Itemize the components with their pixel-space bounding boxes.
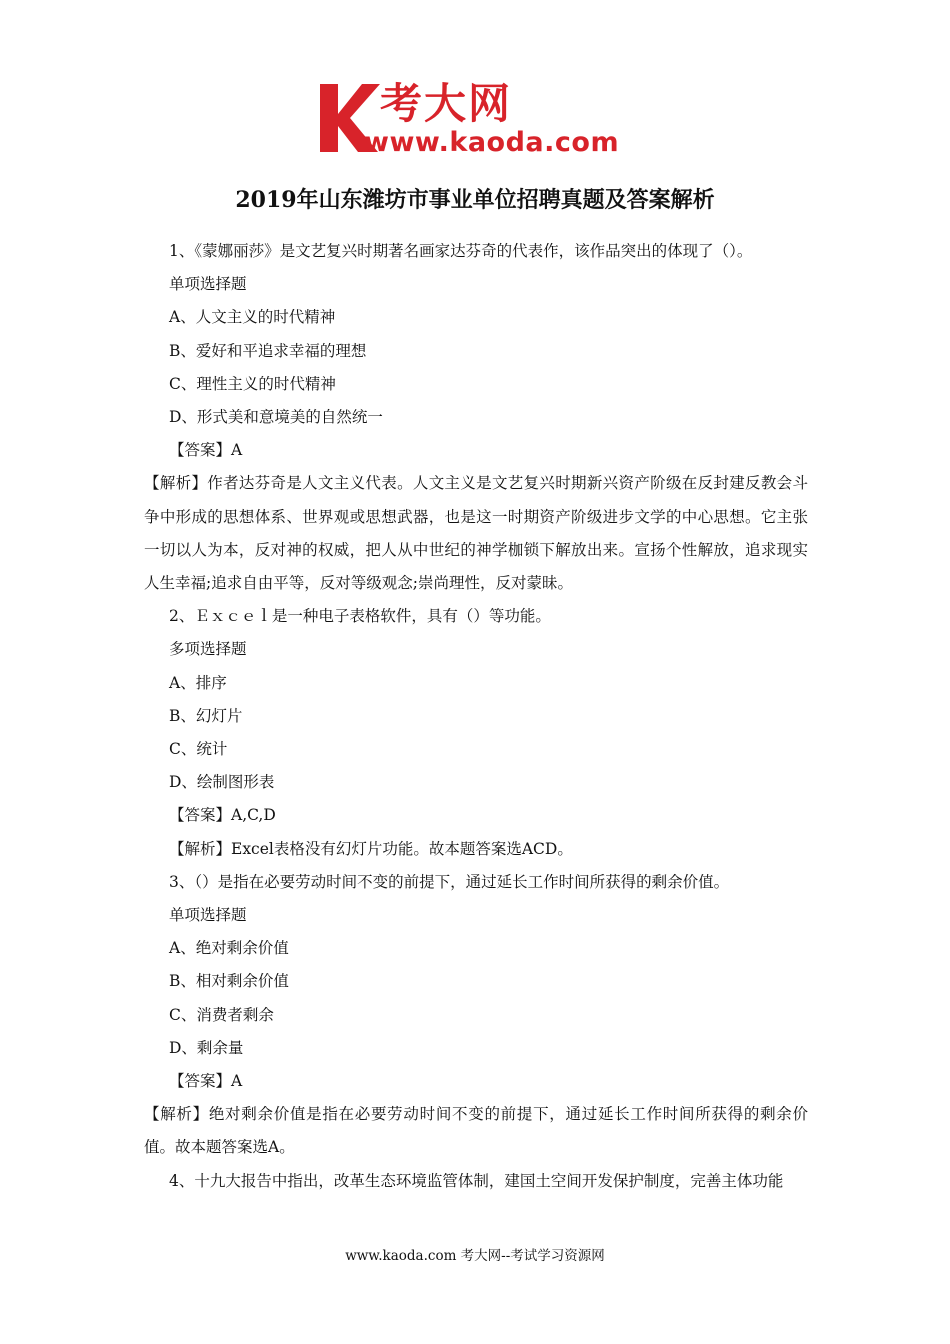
question-1-answer: 【答案】A (169, 441, 243, 460)
logo-brand-url: www.kaoda.com (364, 127, 620, 158)
question-1-option-b: B、爱好和平追求幸福的理想 (169, 341, 367, 360)
question-1-stem: 1、《蒙娜丽莎》是文艺复兴时期著名画家达芬奇的代表作，该作品突出的体现了（）。 (169, 242, 753, 260)
question-2-analysis: 【解析】Excel表格没有幻灯片功能。故本题答案选ACD。 (169, 839, 573, 858)
question-3-answer: 【答案】A (169, 1072, 243, 1091)
document-body (144, 235, 808, 1198)
question-3-stem: 3、（）是指在必要劳动时间不变的前提下，通过延长工作时间所获得的剩余价值。 (169, 872, 730, 891)
question-1-option-a: A、人文主义的时代精神 (169, 308, 336, 327)
question-2-option-b: B、幻灯片 (169, 706, 243, 725)
question-4-stem: 4、十九大报告中指出，改革生态环境监管体制，建国土空间开发保护制度，完善主体功能 (169, 1171, 784, 1190)
question-2-option-a: A、排序 (169, 673, 227, 692)
question-2-stem: 2、Ｅｘｃｅｌ是一种电子表格软件，具有（）等功能。 (169, 607, 551, 626)
question-3-option-d: D、剩余量 (169, 1038, 244, 1057)
page-footer: www.kaoda.com 考大网--考试学习资源网 (345, 1248, 605, 1264)
question-2-option-d: D、绘制图形表 (169, 773, 275, 792)
question-3-option-c: C、消费者剩余 (169, 1005, 274, 1024)
question-1-type: 单项选择题 (169, 275, 247, 294)
question-3-option-b: B、相对剩余价值 (169, 972, 289, 991)
question-1-option-c: C、理性主义的时代精神 (169, 374, 336, 393)
logo-brand-cn: 考大网 (380, 79, 513, 128)
question-3-analysis: 【解析】绝对剩余价值是指在必要劳动时间不变的前提下，通过延长工作时间所获得的剩余价值。故本题答案选A。 (144, 1105, 808, 1157)
question-2-option-c: C、统计 (169, 740, 228, 759)
question-3-type: 单项选择题 (169, 906, 247, 925)
question-2-answer: 【答案】A,C,D (169, 806, 276, 825)
question-1-option-d: D、形式美和意境美的自然统一 (169, 408, 383, 427)
kaoda-logo (318, 80, 638, 160)
question-3-option-a: A、绝对剩余价值 (169, 939, 289, 958)
document-title: 2019年山东潍坊市事业单位招聘真题及答案解析 (235, 187, 715, 213)
question-2-type: 多项选择题 (169, 640, 247, 659)
question-1-analysis: 【解析】作者达芬奇是人文主义代表。人文主义是文艺复兴时期新兴资产阶级在反封建反教会斗争中形成的思想体系、世界观或思想武器，也是这一时期资产阶级进步文学的中心思想。它主张一切以人为本，反对神的权威，把人从中世纪的神学枷锁下解放出来。宣扬个性解放，追求现实人生幸福;追求自由平等，反对等级观念;崇尚理性，反对蒙昧。 (144, 474, 808, 593)
